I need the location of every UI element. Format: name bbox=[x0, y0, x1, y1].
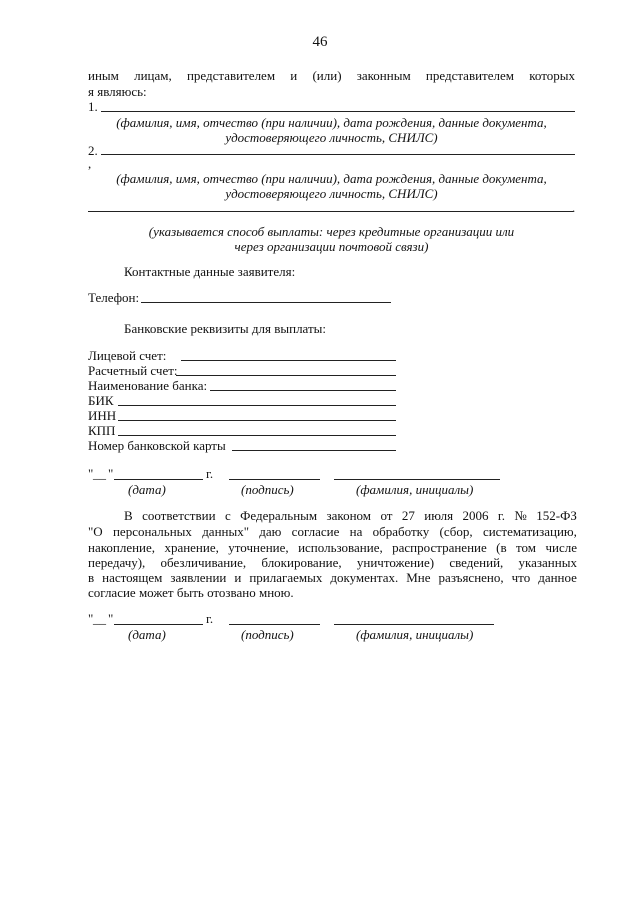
consent-line-5 bbox=[88, 570, 577, 586]
consent-word: даю bbox=[259, 524, 282, 539]
person-1-hint-2: удостоверяющего личность, СНИЛС) bbox=[225, 130, 438, 145]
consent-word: с bbox=[224, 508, 231, 523]
person-1-hint-1: (фамилия, имя, отчество (при наличии), дата рождения, данные документа, bbox=[116, 115, 547, 130]
consent-word: накопление, bbox=[88, 540, 156, 555]
consent-word: соответствии bbox=[142, 508, 216, 523]
person-2-line[interactable] bbox=[101, 154, 575, 155]
intro-word: (или) bbox=[312, 68, 342, 83]
intro-word: иным bbox=[88, 68, 119, 83]
date-year-label: г. bbox=[206, 466, 214, 481]
consent-word: сведений, bbox=[449, 555, 504, 570]
bank-field-label-card: Номер банковской карты bbox=[88, 438, 226, 453]
consent-word: г. bbox=[497, 508, 506, 523]
consent-word: обезличивание, bbox=[160, 555, 247, 570]
consent-line-2 bbox=[88, 524, 577, 540]
date-close-quote: " bbox=[108, 466, 114, 481]
consent-word: том bbox=[516, 540, 537, 555]
consent-word: Федеральным bbox=[240, 508, 318, 523]
consent-word: 2006 bbox=[462, 508, 489, 523]
consent-word: на bbox=[349, 524, 363, 539]
page-number: 46 bbox=[312, 34, 328, 50]
signature-line[interactable] bbox=[229, 479, 320, 480]
payment-method-line[interactable] bbox=[88, 211, 573, 212]
consent-word: 152-ФЗ bbox=[536, 508, 577, 523]
payment-hint-1: (указывается способ выплаты: через кредитные организации или bbox=[148, 224, 515, 239]
consent-word: в bbox=[88, 570, 95, 585]
consent-word: что bbox=[511, 570, 531, 585]
consent-word: (в bbox=[496, 540, 507, 555]
intro-word: законным bbox=[356, 68, 411, 83]
date-month-line-2[interactable] bbox=[114, 624, 203, 625]
consent-word: распространение bbox=[392, 540, 487, 555]
bank-field-bik-line[interactable] bbox=[118, 405, 396, 406]
consent-word: № bbox=[514, 508, 527, 523]
intro-word: которых bbox=[529, 68, 575, 83]
contacts-heading: Контактные данные заявителя: bbox=[124, 264, 296, 279]
bank-field-label-inn: ИНН bbox=[88, 408, 117, 423]
consent-word: систематизацию, bbox=[482, 524, 577, 539]
date-day-blank[interactable]: __ bbox=[93, 466, 106, 481]
consent-line-3 bbox=[88, 540, 577, 556]
intro-line-2: я являюсь: bbox=[88, 84, 147, 99]
intro-line-1 bbox=[88, 68, 575, 84]
consent-word: передачу), bbox=[88, 555, 146, 570]
comma-mark: , bbox=[88, 156, 92, 171]
consent-word: числе bbox=[545, 540, 577, 555]
bank-field-settlement-line[interactable] bbox=[176, 375, 396, 376]
consent-word: законом bbox=[326, 508, 372, 523]
intro-word: представителем bbox=[425, 68, 514, 83]
person-2-hint-1: (фамилия, имя, отчество (при наличии), дата рождения, данные документа, bbox=[116, 171, 547, 186]
consent-word: настоящем bbox=[102, 570, 163, 585]
intro-word: и bbox=[290, 68, 298, 83]
consent-word: персональных bbox=[112, 524, 192, 539]
consent-word: разъяснено, bbox=[438, 570, 504, 585]
consent-line-4 bbox=[88, 555, 577, 571]
bank-field-label-kpp: КПП bbox=[88, 423, 116, 438]
name-hint-2: (фамилия, инициалы) bbox=[356, 627, 474, 642]
bank-field-label-settlement: Расчетный счет: bbox=[88, 363, 178, 378]
consent-word: и bbox=[234, 570, 242, 585]
consent-line-6: согласие может быть отозвано мною. bbox=[88, 585, 294, 600]
name-hint: (фамилия, инициалы) bbox=[356, 482, 474, 497]
signature-hint: (подпись) bbox=[241, 482, 294, 497]
bank-field-label-account: Лицевой счет: bbox=[88, 348, 167, 363]
bank-field-label-bik: БИК bbox=[88, 393, 114, 408]
consent-word: хранение, bbox=[164, 540, 219, 555]
consent-word: согласие bbox=[291, 524, 340, 539]
intro-word: представителем bbox=[186, 68, 276, 83]
bank-field-inn-line[interactable] bbox=[118, 420, 396, 421]
consent-line-1 bbox=[124, 508, 577, 524]
consent-word: "О bbox=[88, 524, 103, 539]
date-hint-2: (дата) bbox=[128, 627, 166, 642]
date-hint: (дата) bbox=[128, 482, 166, 497]
consent-word: уточнение, bbox=[228, 540, 289, 555]
consent-word: июля bbox=[424, 508, 454, 523]
date-month-line[interactable] bbox=[114, 479, 203, 480]
consent-word: 27 bbox=[401, 508, 415, 523]
bank-field-account-line[interactable] bbox=[181, 360, 396, 361]
consent-word: использование, bbox=[298, 540, 383, 555]
payment-hint-2: через организации почтовой связи) bbox=[234, 239, 429, 254]
date-year-label-2: г. bbox=[206, 611, 214, 626]
consent-word: В bbox=[124, 508, 133, 523]
bank-heading: Банковские реквизиты для выплаты: bbox=[124, 321, 327, 336]
consent-word: Мне bbox=[406, 570, 431, 585]
date-open-quote-2: " bbox=[88, 611, 94, 626]
person-2-number: 2. bbox=[88, 143, 98, 158]
consent-word: данных" bbox=[202, 524, 250, 539]
signature-line-2[interactable] bbox=[229, 624, 320, 625]
end-mark: . bbox=[572, 200, 576, 215]
bank-field-bank-name-line[interactable] bbox=[210, 390, 396, 391]
consent-word: блокирование, bbox=[261, 555, 342, 570]
person-1-number: 1. bbox=[88, 99, 98, 114]
consent-word: данное bbox=[538, 570, 577, 585]
phone-field[interactable] bbox=[141, 302, 391, 303]
bank-field-card-line[interactable] bbox=[232, 450, 396, 451]
consent-word: прилагаемых bbox=[249, 570, 323, 585]
bank-field-kpp-line[interactable] bbox=[118, 435, 396, 436]
name-initials-line[interactable] bbox=[334, 479, 500, 480]
signature-hint-2: (подпись) bbox=[241, 627, 294, 642]
phone-label: Телефон: bbox=[88, 290, 140, 305]
consent-word: указанных bbox=[518, 555, 577, 570]
person-2-hint-2: удостоверяющего личность, СНИЛС) bbox=[225, 186, 438, 201]
date-close-quote-2: " bbox=[108, 611, 114, 626]
consent-word: обработку bbox=[372, 524, 430, 539]
consent-word: уничтожение) bbox=[356, 555, 435, 570]
consent-word: документах. bbox=[330, 570, 399, 585]
consent-word: от bbox=[380, 508, 393, 523]
consent-word: (сбор, bbox=[439, 524, 473, 539]
bank-field-label-bank-name: Наименование банка: bbox=[88, 378, 208, 393]
intro-word: лицам, bbox=[134, 68, 172, 83]
person-1-line[interactable] bbox=[101, 111, 575, 112]
date-open-quote: " bbox=[88, 466, 94, 481]
date-day-blank-2[interactable]: __ bbox=[93, 611, 106, 626]
consent-word: заявлении bbox=[170, 570, 227, 585]
name-initials-line-2[interactable] bbox=[334, 624, 494, 625]
